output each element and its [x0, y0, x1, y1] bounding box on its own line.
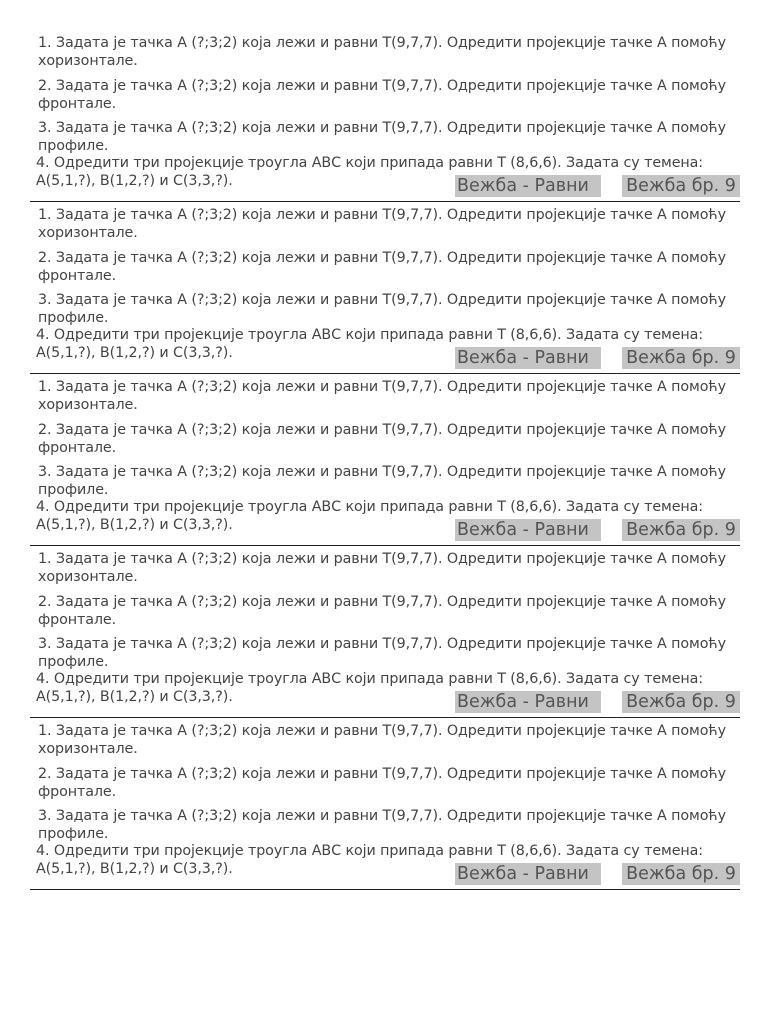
- topic-label: Вежба - Равни: [455, 519, 601, 541]
- task-3: 3. Задата је тачка А (?;3;2) која лежи и равни Т(9,7,7). Одредити пројекције тачке А помоћу профиле.: [38, 808, 726, 842]
- exercise-slip: [30, 374, 740, 546]
- topic-label: Вежба - Равни: [455, 175, 601, 197]
- task-2: 2. Задата је тачка А (?;3;2) која лежи и равни Т(9,7,7). Одредити пројекције тачке А помоћу фронтале.: [38, 78, 726, 112]
- task-4: 4. Одредити три пројекције троугла АВС који припада равни Т (8,6,6). Задата су темена: А(5,1,?), В(1,2,?) и С(3,3,?).: [36, 327, 704, 361]
- exercise-slip: [30, 718, 740, 890]
- task-4: 4. Одредити три пројекције троугла АВС који припада равни Т (8,6,6). Задата су темена: А(5,1,?), В(1,2,?) и С(3,3,?).: [36, 155, 704, 189]
- exercise-slip: [30, 30, 740, 202]
- exercise-number-label: Вежба бр. 9: [622, 691, 740, 713]
- exercise-number-label: Вежба бр. 9: [622, 863, 740, 885]
- exercise-number-label: Вежба бр. 9: [622, 519, 740, 541]
- task-3: 3. Задата је тачка А (?;3;2) која лежи и равни Т(9,7,7). Одредити пројекције тачке А помоћу профиле.: [38, 292, 726, 326]
- task-4: 4. Одредити три пројекције троугла АВС који припада равни Т (8,6,6). Задата су темена: А(5,1,?), В(1,2,?) и С(3,3,?).: [36, 843, 704, 877]
- topic-label: Вежба - Равни: [455, 347, 601, 369]
- task-3: 3. Задата је тачка А (?;3;2) која лежи и равни Т(9,7,7). Одредити пројекције тачке А помоћу профиле.: [38, 464, 726, 498]
- task-4: 4. Одредити три пројекције троугла АВС који припада равни Т (8,6,6). Задата су темена: А(5,1,?), В(1,2,?) и С(3,3,?).: [36, 671, 704, 705]
- exercise-slip: [30, 546, 740, 718]
- task-1: 1. Задата је тачка А (?;3;2) која лежи и равни Т(9,7,7). Одредити пројекције тачке А помоћу хоризонтале.: [38, 551, 726, 585]
- task-1: 1. Задата је тачка А (?;3;2) која лежи и равни Т(9,7,7). Одредити пројекције тачке А помоћу хоризонтале.: [38, 207, 726, 241]
- task-1: 1. Задата је тачка А (?;3;2) која лежи и равни Т(9,7,7). Одредити пројекције тачке А помоћу хоризонтале.: [38, 379, 726, 413]
- task-2: 2. Задата је тачка А (?;3;2) која лежи и равни Т(9,7,7). Одредити пројекције тачке А помоћу фронтале.: [38, 250, 726, 284]
- task-2: 2. Задата је тачка А (?;3;2) која лежи и равни Т(9,7,7). Одредити пројекције тачке А помоћу фронтале.: [38, 422, 726, 456]
- exercise-number-label: Вежба бр. 9: [622, 347, 740, 369]
- task-3: 3. Задата је тачка А (?;3;2) која лежи и равни Т(9,7,7). Одредити пројекције тачке А помоћу профиле.: [38, 636, 726, 670]
- topic-label: Вежба - Равни: [455, 863, 601, 885]
- task-2: 2. Задата је тачка А (?;3;2) која лежи и равни Т(9,7,7). Одредити пројекције тачке А помоћу фронтале.: [38, 766, 726, 800]
- task-1: 1. Задата је тачка А (?;3;2) која лежи и равни Т(9,7,7). Одредити пројекције тачке А помоћу хоризонтале.: [38, 723, 726, 757]
- task-1: 1. Задата је тачка А (?;3;2) која лежи и равни Т(9,7,7). Одредити пројекције тачке А помоћу хоризонтале.: [38, 35, 726, 69]
- topic-label: Вежба - Равни: [455, 691, 601, 713]
- exercise-number-label: Вежба бр. 9: [622, 175, 740, 197]
- exercise-slip: [30, 202, 740, 374]
- task-4: 4. Одредити три пројекције троугла АВС који припада равни Т (8,6,6). Задата су темена: А(5,1,?), В(1,2,?) и С(3,3,?).: [36, 499, 704, 533]
- task-2: 2. Задата је тачка А (?;3;2) која лежи и равни Т(9,7,7). Одредити пројекције тачке А помоћу фронтале.: [38, 594, 726, 628]
- task-3: 3. Задата је тачка А (?;3;2) која лежи и равни Т(9,7,7). Одредити пројекције тачке А помоћу профиле.: [38, 120, 726, 154]
